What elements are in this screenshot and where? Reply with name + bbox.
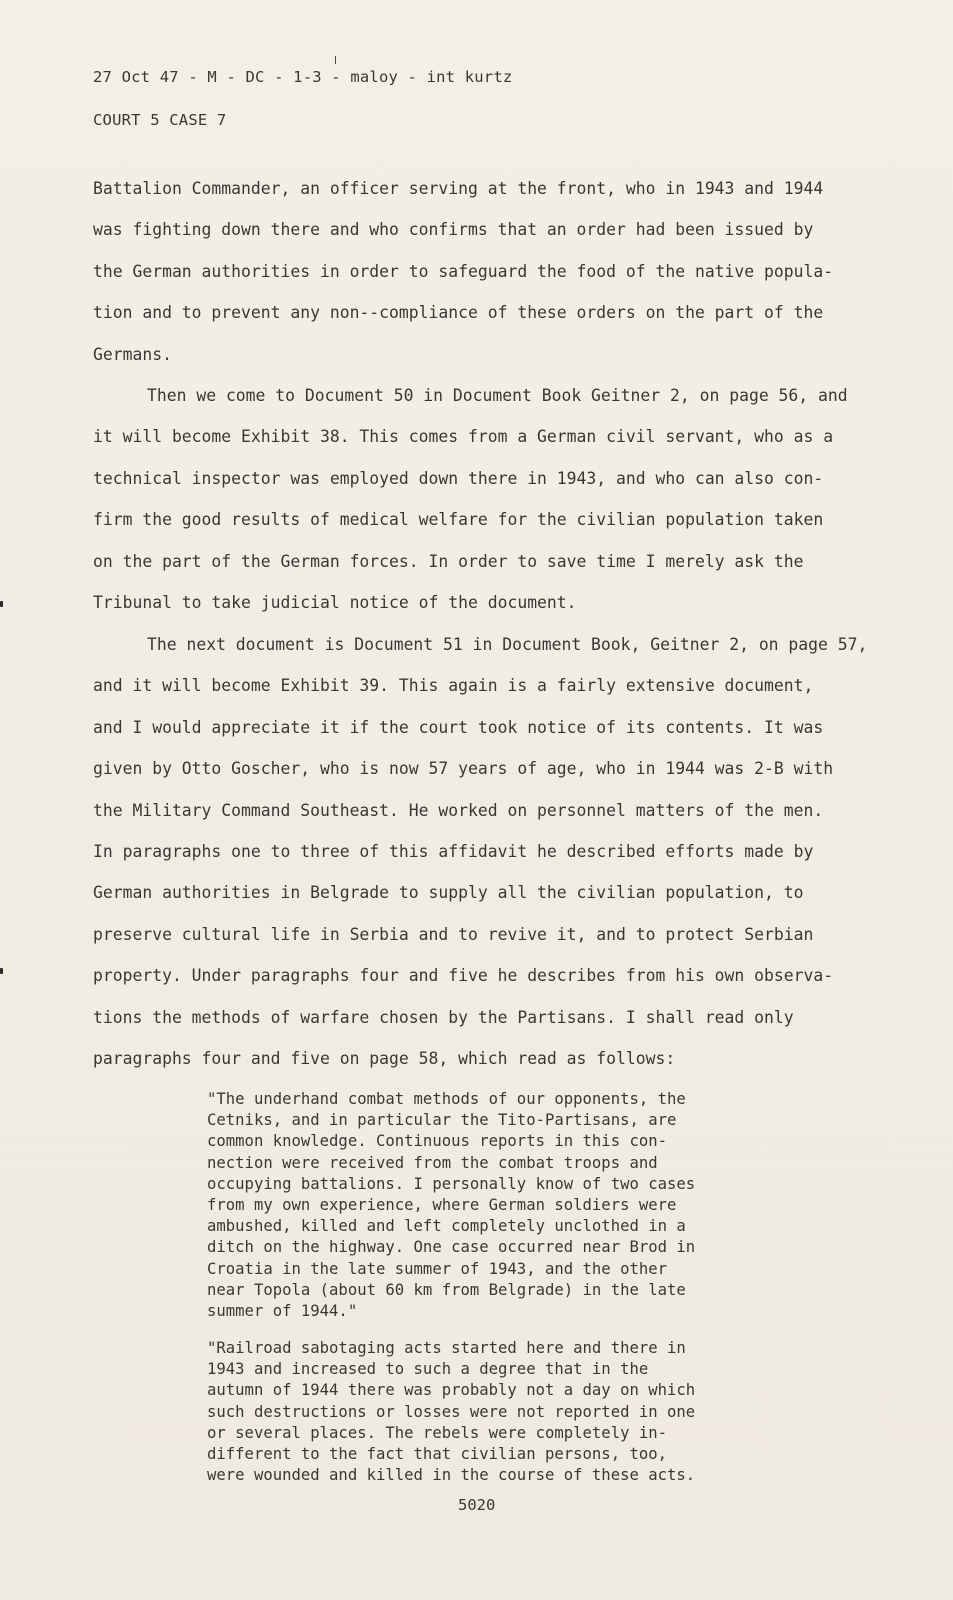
paragraph-3 — [93, 624, 883, 1079]
block-quote-1 — [207, 1089, 807, 1322]
quote-line: summer of 1944." — [207, 1301, 358, 1320]
text-line: firm the good results of medical welfare for the civilian population taken — [93, 510, 824, 530]
text-line: and I would appreciate it if the court took notice of its contents. It was — [93, 717, 824, 737]
quote-line: "Railroad sabotaging acts started here and there in — [207, 1339, 686, 1357]
text-line: The next document is Document 51 in Document Book, Geitner 2, on page 57, — [147, 635, 868, 654]
quote-line: were wounded and killed in the course of these acts. — [207, 1466, 696, 1485]
text-line: the Military Command Southeast. He worked on personnel matters of the men. — [93, 800, 824, 820]
text-line: In paragraphs one to three of this affidavit he described efforts made by — [93, 841, 814, 861]
text-line: Then we come to Document 50 in Document Book Geitner 2, on page 56, and — [147, 386, 848, 405]
quote-line: Croatia in the late summer of 1943, and the other — [207, 1259, 668, 1278]
scan-mark — [0, 601, 3, 607]
text-line: was fighting down there and who confirms that an order had been issued by — [93, 220, 814, 240]
text-line: Tribunal to take judicial notice of the document. — [93, 592, 577, 612]
text-line: it will become Exhibit 38. This comes from a German civil servant, who as a — [93, 427, 834, 447]
text-line: tions the methods of warfare chosen by the Partisans. I shall read only — [93, 1007, 794, 1027]
text-line: German authorities in Belgrade to supply all the civilian population, to — [93, 883, 804, 903]
quote-line: or several places. The rebels were completely in- — [207, 1423, 668, 1442]
block-quote-2 — [207, 1338, 807, 1486]
text-line: preserve cultural life in Serbia and to revive it, and to protect Serbian — [93, 924, 814, 944]
text-line: given by Otto Goscher, who is now 57 years of age, who in 1944 was 2-B with — [93, 759, 834, 779]
paragraph-2 — [93, 375, 883, 623]
quote-line: such destructions or losses were not reported in one — [207, 1402, 696, 1421]
text-line: tion and to prevent any non--compliance of these orders on the part of the — [93, 303, 824, 323]
quote-line: ditch on the highway. One case occurred near Brod in — [207, 1238, 696, 1257]
header-line-1: 27 Oct 47 - M - DC - 1-3 - maloy - int kurtz — [93, 68, 513, 86]
text-line: paragraphs four and five on page 58, which read as follows: — [93, 1048, 676, 1068]
text-line: the German authorities in order to safeguard the food of the native popula- — [93, 261, 834, 281]
paragraph-1 — [93, 168, 883, 375]
quote-line: common knowledge. Continuous reports in this con- — [207, 1132, 668, 1151]
quote-line: different to the fact that civilian persons, too, — [207, 1444, 668, 1463]
scan-mark — [0, 968, 3, 974]
quote-line: Cetniks, and in particular the Tito-Partisans, are — [207, 1111, 677, 1130]
quote-line: "The underhand combat methods of our opponents, the — [207, 1090, 686, 1108]
scan-mark — [335, 56, 336, 64]
quote-line: from my own experience, where German soldiers were — [207, 1195, 677, 1214]
text-line: Battalion Commander, an officer serving at the front, who in 1943 and 1944 — [93, 179, 824, 198]
text-line: and it will become Exhibit 39. This again is a fairly extensive document, — [93, 676, 814, 696]
text-line: on the part of the German forces. In order to save time I merely ask the — [93, 551, 804, 571]
text-line: property. Under paragraphs four and five he describes from his own observa- — [93, 966, 834, 986]
text-line: technical inspector was employed down there in 1943, and who can also con- — [93, 468, 824, 488]
quote-line: 1943 and increased to such a degree that in the — [207, 1360, 649, 1379]
quote-line: near Topola (about 60 km from Belgrade) in the late — [207, 1280, 686, 1299]
text-line: Germans. — [93, 344, 172, 364]
quote-line: occupying battalions. I personally know of two cases — [207, 1174, 696, 1193]
quote-line: ambushed, killed and left completely unclothed in a — [207, 1217, 686, 1236]
header-line-2: COURT 5 CASE 7 — [93, 111, 227, 129]
quote-line: autumn of 1944 there was probably not a day on which — [207, 1381, 696, 1400]
page-number: 5020 — [458, 1496, 496, 1514]
quote-line: nection were received from the combat troops and — [207, 1153, 658, 1172]
